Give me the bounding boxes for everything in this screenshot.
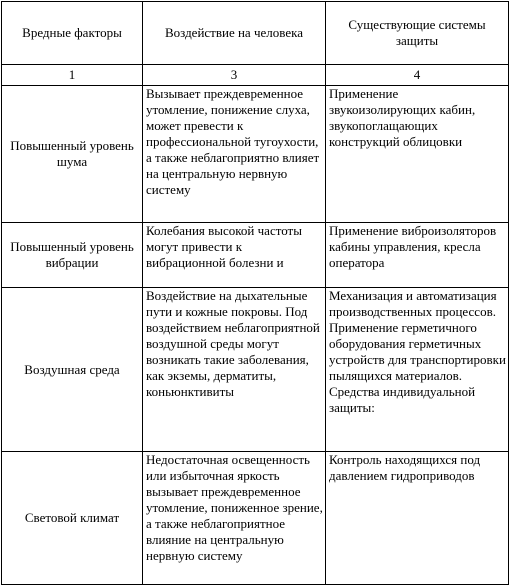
protection-cell bbox=[326, 86, 509, 223]
protection-air: Механизация и автоматизация производственных процессов. Применение герметичного оборудования герметичных устройств для транспортировки пылящихся материалов. Средства индивидуальной защиты: bbox=[329, 288, 506, 415]
table-row bbox=[2, 86, 509, 223]
protection-noise: Применение звукоизолирующих кабин, звукопоглащающих конструкций облицовки bbox=[329, 86, 476, 149]
column-number-cell-3 bbox=[143, 65, 326, 86]
effect-cell bbox=[143, 86, 326, 223]
column-number-1: 1 bbox=[68, 67, 76, 82]
protection-cell bbox=[326, 288, 509, 452]
factor-cell bbox=[2, 86, 143, 223]
header-cell-effect bbox=[143, 2, 326, 65]
effect-air: Воздействие на дыхательные пути и кожные покровы. Под воздействием неблагоприятной воздушной среды могут возникать такие заболевания, как экземы, дерматиты, коньюнктивиты bbox=[146, 288, 320, 399]
column-number-cell-4 bbox=[326, 65, 509, 86]
factor-cell bbox=[2, 452, 143, 585]
hazard-factors-table bbox=[1, 1, 509, 585]
header-protection: Существующие системы защиты bbox=[348, 17, 486, 48]
column-number-row bbox=[2, 65, 509, 86]
table-row bbox=[2, 223, 509, 288]
factor-cell bbox=[2, 288, 143, 452]
column-number-cell-1 bbox=[2, 65, 143, 86]
protection-cell bbox=[326, 452, 509, 585]
header-effect: Воздействие на человека bbox=[165, 25, 303, 40]
protection-light: Контроль находящихся под давлением гидроприводов bbox=[329, 452, 481, 483]
effect-cell bbox=[143, 452, 326, 585]
factor-cell bbox=[2, 223, 143, 288]
protection-vibration: Применение виброизоляторов кабины управления, кресла оператора bbox=[329, 223, 497, 270]
protection-cell bbox=[326, 223, 509, 288]
effect-noise: Вызывает преждевременное утомление, понижение слуха, может превести к профессиональной тугоухости, а также неблагоприятно влияет на центральную нервную систему bbox=[146, 86, 320, 197]
table-row bbox=[2, 288, 509, 452]
effect-cell bbox=[143, 223, 326, 288]
header-cell-protection bbox=[326, 2, 509, 65]
header-cell-factors bbox=[2, 2, 143, 65]
column-number-3: 3 bbox=[230, 67, 238, 82]
factor-vibration: Повышенный уровень вибрации bbox=[10, 239, 134, 270]
table-row bbox=[2, 452, 509, 585]
factor-light: Световой климат bbox=[24, 510, 120, 525]
effect-vibration: Колебания высокой частоты могут привести к вибрационной болезни и bbox=[146, 223, 302, 270]
factor-noise: Повышенный уровень шума bbox=[10, 138, 134, 169]
header-row bbox=[2, 2, 509, 65]
factor-air: Воздушная среда bbox=[24, 361, 120, 377]
effect-light: Недостаточная освещенность или избыточная яркость вызывает преждевременное утомление, пониженное зрение, а также неблагоприятное влияние на центральную нервную систему bbox=[146, 452, 323, 563]
header-factors: Вредные факторы bbox=[22, 25, 122, 40]
effect-cell bbox=[143, 288, 326, 452]
column-number-4: 4 bbox=[413, 67, 421, 82]
